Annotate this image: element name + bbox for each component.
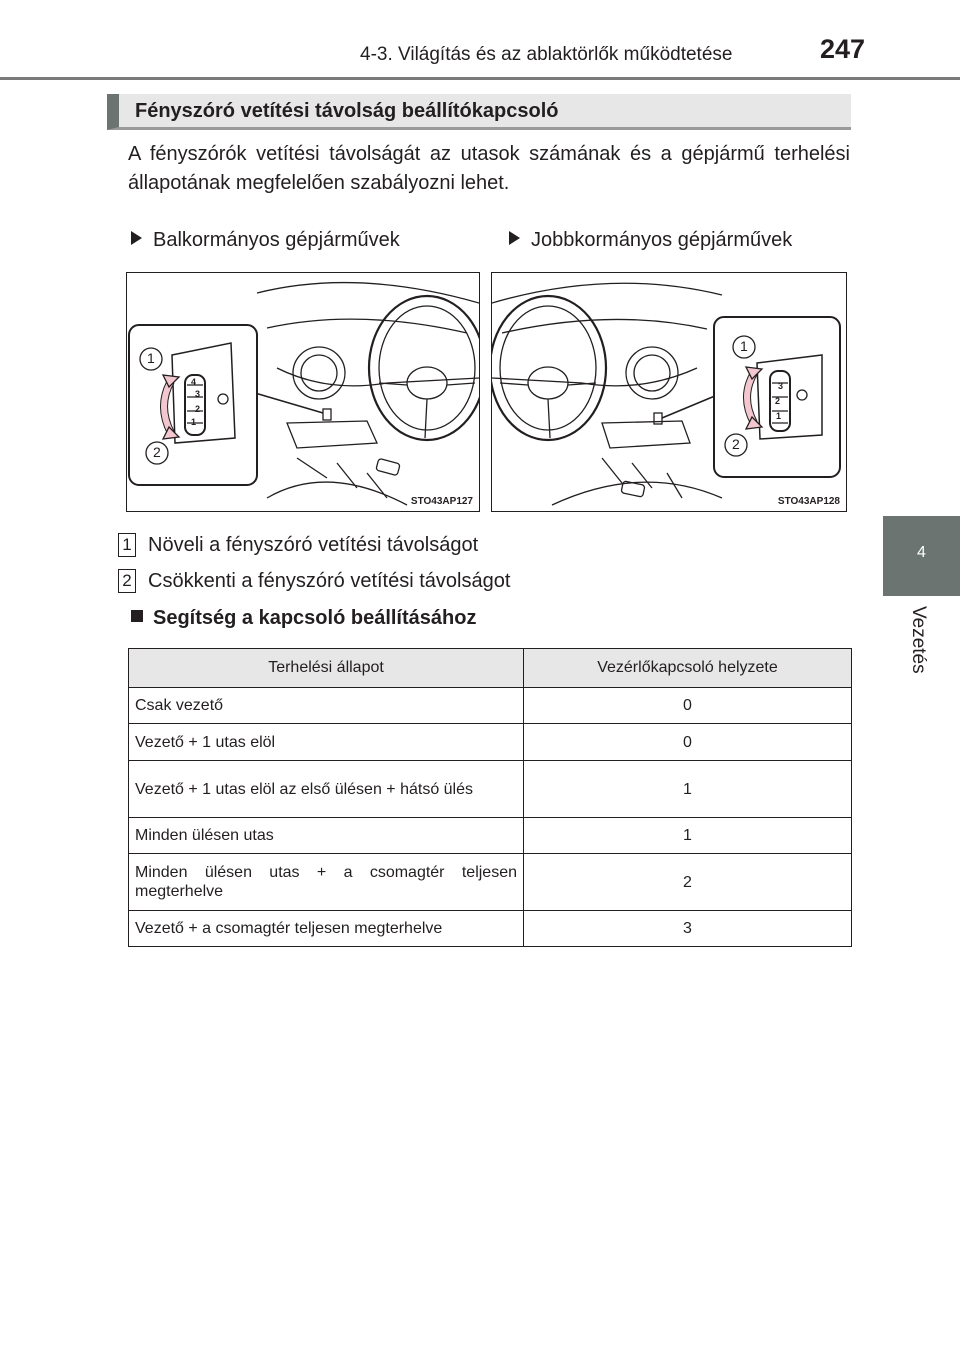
- square-bullet-icon: [131, 610, 143, 622]
- item-number-box: 2: [118, 569, 136, 593]
- table-row: [129, 911, 852, 947]
- column-header-position: Vezérlőkapcsoló helyzete: [524, 649, 852, 688]
- dial-mark-1: 1: [191, 417, 197, 427]
- figure-heading-lhd: [131, 229, 400, 252]
- figure-heading-rhd-text: Jobbkormányos gépjárművek: [531, 229, 793, 251]
- dashboard-illustration-lhd: [127, 273, 479, 511]
- figure-code: STO43AP128: [777, 496, 840, 507]
- table-cell: Vezető + 1 utas elöl: [129, 724, 524, 761]
- table-cell: 1: [524, 818, 852, 854]
- figure-code: STO43AP127: [410, 496, 473, 507]
- subsection-heading: [131, 607, 476, 630]
- list-item: [118, 569, 510, 593]
- table-row: [129, 724, 852, 761]
- table-row: [129, 818, 852, 854]
- table-row: [129, 854, 852, 911]
- figure-heading-rhd: [509, 229, 792, 252]
- item-text: Csökkenti a fényszóró vetítési távolságot: [148, 570, 511, 592]
- dial-mark-3: 3: [778, 381, 784, 391]
- header-title: 4-3. Világítás és az ablaktörlők működtetése: [360, 44, 733, 65]
- dial-mark-1: 1: [776, 411, 782, 421]
- table-cell: 0: [524, 724, 852, 761]
- dial-mark-2: 2: [195, 404, 201, 414]
- page-number: 247: [820, 34, 866, 64]
- callout-1: 1: [740, 338, 748, 354]
- table-row: [129, 761, 852, 818]
- table-cell: 3: [524, 911, 852, 947]
- dashboard-illustration-rhd: [492, 273, 846, 511]
- item-number-box: 1: [118, 533, 136, 557]
- dial-mark-3: 3: [195, 389, 201, 399]
- chapter-tab: [883, 516, 960, 596]
- table-cell: Vezető + a csomagtér teljesen megterhelve: [129, 911, 524, 947]
- triangle-bullet-icon: [509, 231, 520, 245]
- table-row: [129, 688, 852, 724]
- load-condition-table: [128, 648, 852, 947]
- table-cell: Vezető + 1 utas elöl az első ülésen + hátsó ülés: [129, 761, 524, 818]
- list-item: [118, 533, 478, 557]
- item-text: Növeli a fényszóró vetítési távolságot: [148, 534, 479, 556]
- table-cell: Minden ülésen utas: [129, 818, 524, 854]
- section-heading-box: [107, 94, 851, 130]
- section-title: Fényszóró vetítési távolság beállítókapcsoló: [135, 100, 559, 122]
- callout-2: 2: [732, 436, 740, 452]
- dial-mark-4: 4: [191, 377, 197, 387]
- table-cell: Minden ülésen utas + a csomagtér teljesen megterhelve: [129, 854, 524, 911]
- callout-1: 1: [147, 350, 155, 366]
- callout-2: 2: [153, 444, 161, 460]
- table-cell: Csak vezető: [129, 688, 524, 724]
- figure-heading-lhd-text: Balkormányos gépjárművek: [153, 229, 400, 251]
- dial-mark-2: 2: [775, 396, 781, 406]
- triangle-bullet-icon: [131, 231, 142, 245]
- figure-rhd: [491, 272, 847, 512]
- header-rule: [0, 77, 960, 80]
- intro-paragraph: A fényszórók vetítési távolságát az utasok számának és a gépjármű terhelési állapotának megfelelően szabályozni lehet.: [128, 143, 850, 194]
- table-cell: 0: [524, 688, 852, 724]
- table-cell: 1: [524, 761, 852, 818]
- figure-lhd: [126, 272, 480, 512]
- table-cell: 2: [524, 854, 852, 911]
- column-header-load: Terhelési állapot: [129, 649, 524, 688]
- table-header-row: [129, 649, 852, 688]
- subsection-title: Segítség a kapcsoló beállításához: [153, 607, 477, 629]
- chapter-label: Vezetés: [908, 606, 929, 674]
- chapter-number: 4: [917, 544, 926, 561]
